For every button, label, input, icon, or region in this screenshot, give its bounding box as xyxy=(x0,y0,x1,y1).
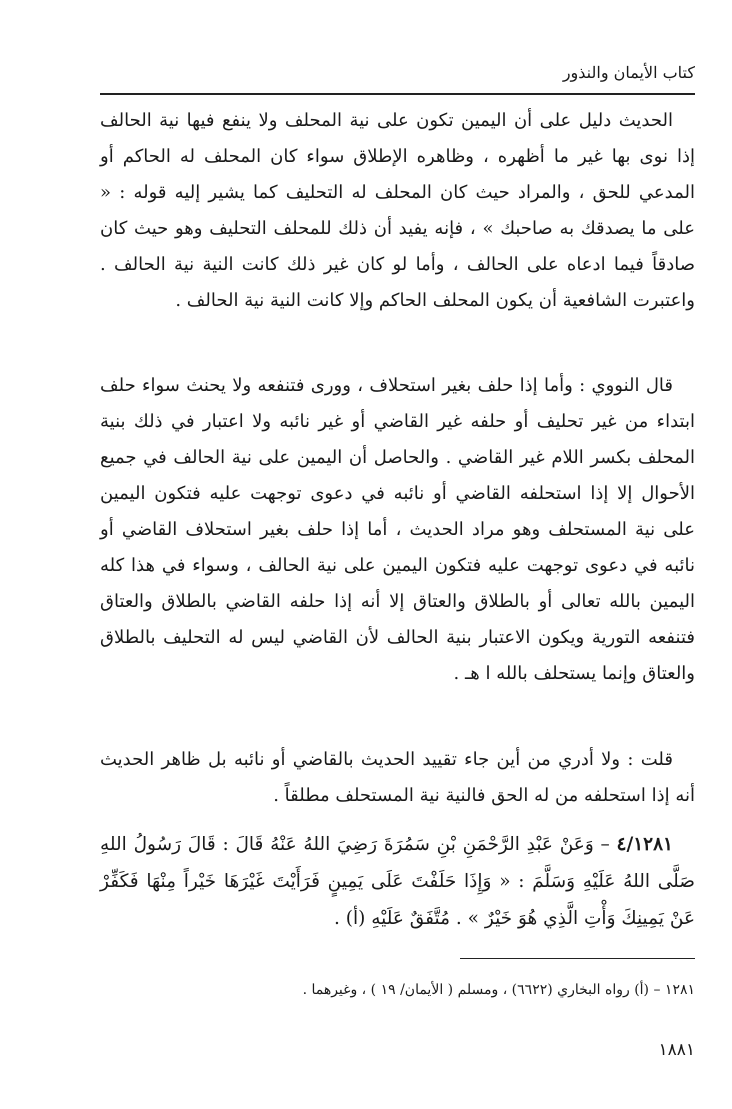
paragraph-1 xyxy=(100,103,695,319)
hadith-paragraph xyxy=(100,826,695,937)
hadith-number: ٤/١٢٨١ xyxy=(616,834,673,855)
paragraph-3 xyxy=(100,742,695,814)
paragraph-2 xyxy=(100,368,695,692)
running-head: كتاب الأيمان والنذور xyxy=(562,63,695,82)
paragraph-1-text: الحديث دليل على أن اليمين تكون على نية المحلف ولا ينفع فيها نية الحالف إذا نوى بها غير ما أظهره ، وظاهره الإطلاق سواء كان المحلف له الحاكم أو المدعي للحق ، والمراد حيث كان المحلف له التحليف كما يشير إليه قوله : « على ما يصدقك به صاحبك » ، فإنه يفيد أن ذلك للمحلف التحليف وهو حيث كان صادقاً فيما ادعاه على الحالف ، وأما لو كان غير ذلك كانت النية نية الحالف . واعتبرت الشافعية أن يكون المحلف الحاكم وإلا كانت النية نية الحالف . xyxy=(100,110,695,311)
footnote: ١٢٨١ – (أ) رواه البخاري (٦٦٢٢) ، ومسلم ( الأيمان/ ١٩ ) ، وغيرهما . xyxy=(302,982,695,998)
hadith-block xyxy=(100,826,695,937)
hadith-text: – وَعَنْ عَبْدِ الرَّحْمَنِ بْنِ سَمُرَةَ رَضِيَ اللهُ عَنْهُ قَالَ : قَالَ رَسُولُ اللهِ صَلَّى اللهُ عَلَيْهِ وَسَلَّمَ : « وَإِذَا حَلَفْتَ عَلَى يَمِينٍ فَرَأَيْتَ غَيْرَهَا خَيْراً مِنْهَا فَكَفِّرْ عَنْ يَمِينِكَ وَأْتِ الَّذِي هُوَ خَيْرٌ » . مُتَّفَقٌ عَلَيْهِ (أ) . xyxy=(100,834,695,929)
page-number: ١٨٨١ xyxy=(658,1040,695,1060)
paragraph-3-text: قلت : ولا أدري من أين جاء تقييد الحديث بالقاضي أو نائبه بل ظاهر الحديث أنه إذا استحلفه من له الحق فالنية نية المستحلف مطلقاً . xyxy=(100,749,695,806)
footnote-rule xyxy=(460,958,695,959)
header-rule xyxy=(100,93,695,95)
paragraph-2-text: قال النووي : وأما إذا حلف بغير استحلاف ، وورى فتنفعه ولا يحنث سواء حلف ابتداء من غير تحليف أو حلفه غير القاضي أو غير نائبه ولا اعتبار في ذلك بنية المحلف بكسر اللام غير القاضي . والحاصل أن اليمين على نية الحالف في جميع الأحوال إلا إذا استحلفه القاضي أو نائبه في دعوى توجهت عليه فتكون اليمين على نية المستحلف وهو مراد الحديث ، أما إذا حلف بغير استحلاف القاضي أو نائبه في دعوى توجهت عليه فتكون اليمين على نية الحالف ، وسواء في هذا كله اليمين بالله تعالى أو بالطلاق والعتاق إلا أنه إذا حلفه القاضي بالطلاق والعتاق فتنفعه التورية ويكون الاعتبار بنية الحالف لأن القاضي ليس له التحليف بالطلاق والعتاق وإنما يستحلف بالله ا هـ . xyxy=(100,375,695,684)
